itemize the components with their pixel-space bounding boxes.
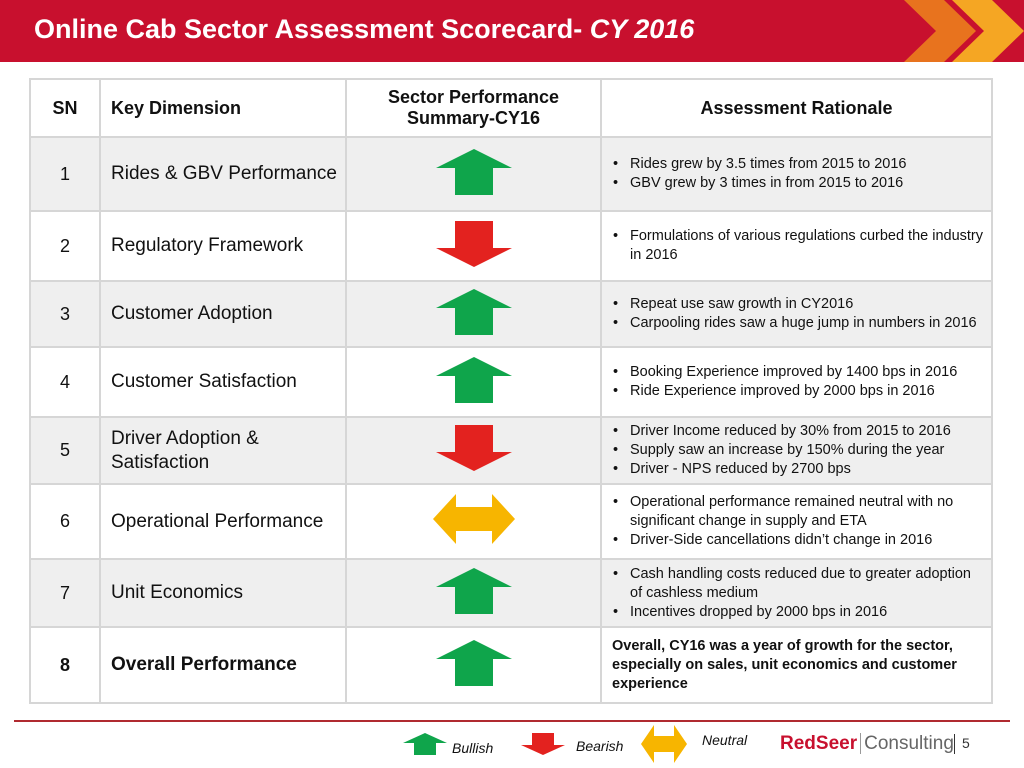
legend-neutral-label: Neutral: [702, 732, 748, 748]
trend-cell: [346, 417, 601, 484]
neutral-arrow-icon: [640, 724, 688, 764]
rationale-item: • Booking Experience improved by 1400 bps in 2016: [612, 363, 985, 382]
dimension-cell: Operational Performance: [100, 484, 346, 559]
sn-cell: 4: [30, 347, 100, 417]
table-row: [30, 417, 992, 484]
header-performance-line1: Sector Performance: [387, 87, 560, 107]
sn-cell: 2: [30, 211, 100, 281]
trend-cell: [346, 137, 601, 211]
trend-cell: [346, 484, 601, 559]
table-row: [30, 484, 992, 559]
header-dimension: Key Dimension: [100, 79, 346, 137]
legend-bearish-label: Bearish: [576, 738, 624, 754]
bullish-arrow-icon: [402, 732, 448, 756]
title-main: Online Cab Sector Assessment Scorecard-: [34, 14, 583, 44]
rationale-item: • Rides grew by 3.5 times from 2015 to 2016: [612, 155, 985, 174]
header-sn: SN: [30, 79, 100, 137]
neutral-arrow-icon: [432, 493, 516, 545]
header-performance: [346, 79, 601, 137]
table-row: [30, 347, 992, 417]
trend-cell: [346, 347, 601, 417]
company-logo: [780, 733, 954, 755]
dimension-cell: Rides & GBV Performance: [100, 137, 346, 211]
dimension-cell: Customer Satisfaction: [100, 347, 346, 417]
legend-bullish-label: Bullish: [452, 740, 494, 756]
trend-cell: [346, 211, 601, 281]
sn-cell: 1: [30, 137, 100, 211]
table-row: [30, 281, 992, 347]
rationale-cell: [601, 347, 992, 417]
rationale-item: • Cash handling costs reduced due to greater adoption of cashless medium: [612, 565, 985, 603]
rationale-cell: [601, 417, 992, 484]
table-row: [30, 137, 992, 211]
table-header-row: [30, 79, 992, 137]
rationale-cell: [601, 627, 992, 703]
rationale-cell: [601, 281, 992, 347]
sn-cell: 7: [30, 559, 100, 627]
bullish-arrow-icon: [435, 639, 513, 687]
page-number: 5: [962, 735, 970, 751]
scorecard-table: [29, 78, 993, 704]
rationale-item: • Supply saw an increase by 150% during the year: [612, 441, 985, 460]
dimension-cell: Regulatory Framework: [100, 211, 346, 281]
trend-cell: [346, 281, 601, 347]
rationale-item: • Formulations of various regulations curbed the industry in 2016: [612, 227, 985, 265]
dimension-cell: Overall Performance: [100, 627, 346, 703]
rationale-item: • Driver-Side cancellations didn’t change in 2016: [612, 531, 985, 550]
table-row: [30, 559, 992, 627]
rationale-item: • Incentives dropped by 2000 bps in 2016: [612, 603, 985, 622]
rationale-item: • GBV grew by 3 times in from 2015 to 2016: [612, 174, 985, 193]
header-rationale: Assessment Rationale: [601, 79, 992, 137]
title-year: CY 2016: [589, 14, 695, 44]
overall-summary: Overall, CY16 was a year of growth for the sector, especially on sales, unit economics and customer experience: [612, 637, 957, 692]
rationale-cell: [601, 137, 992, 211]
legend-bullish: [402, 732, 493, 756]
sn-cell: 8: [30, 627, 100, 703]
title-bar: [0, 0, 1024, 62]
footer-divider: [14, 720, 1010, 722]
rationale-item: • Driver - NPS reduced by 2700 bps: [612, 460, 985, 479]
sn-cell: 6: [30, 484, 100, 559]
rationale-cell: [601, 484, 992, 559]
bearish-arrow-icon: [435, 220, 513, 268]
bullish-arrow-icon: [435, 356, 513, 404]
rationale-item: • Driver Income reduced by 30% from 2015 to 2016: [612, 422, 985, 441]
table-row: [30, 211, 992, 281]
rationale-item: • Ride Experience improved by 2000 bps in 2016: [612, 382, 985, 401]
sn-cell: 3: [30, 281, 100, 347]
dimension-cell: Driver Adoption & Satisfaction: [100, 417, 346, 484]
header-performance-line2: Summary-CY16: [406, 108, 541, 128]
logo-red-text: RedSeer: [780, 733, 858, 754]
table-row: [30, 627, 992, 703]
logo-gray-text: Consulting: [860, 733, 954, 754]
rationale-item: • Operational performance remained neutral with no significant change in supply and ETA: [612, 493, 985, 531]
bullish-arrow-icon: [435, 567, 513, 615]
sn-cell: 5: [30, 417, 100, 484]
dimension-cell: Customer Adoption: [100, 281, 346, 347]
trend-cell: [346, 627, 601, 703]
rationale-item: • Repeat use saw growth in CY2016: [612, 295, 985, 314]
legend-bearish: [520, 732, 623, 756]
dimension-cell: Unit Economics: [100, 559, 346, 627]
rationale-item: • Carpooling rides saw a huge jump in numbers in 2016: [612, 314, 985, 333]
bullish-arrow-icon: [435, 288, 513, 336]
page-number-divider: [954, 734, 955, 754]
rationale-cell: [601, 211, 992, 281]
trend-cell: [346, 559, 601, 627]
bearish-arrow-icon: [435, 424, 513, 472]
legend-neutral: [640, 724, 747, 764]
page-title: [34, 14, 694, 45]
rationale-cell: [601, 559, 992, 627]
bearish-arrow-icon: [520, 732, 566, 756]
bullish-arrow-icon: [435, 148, 513, 196]
